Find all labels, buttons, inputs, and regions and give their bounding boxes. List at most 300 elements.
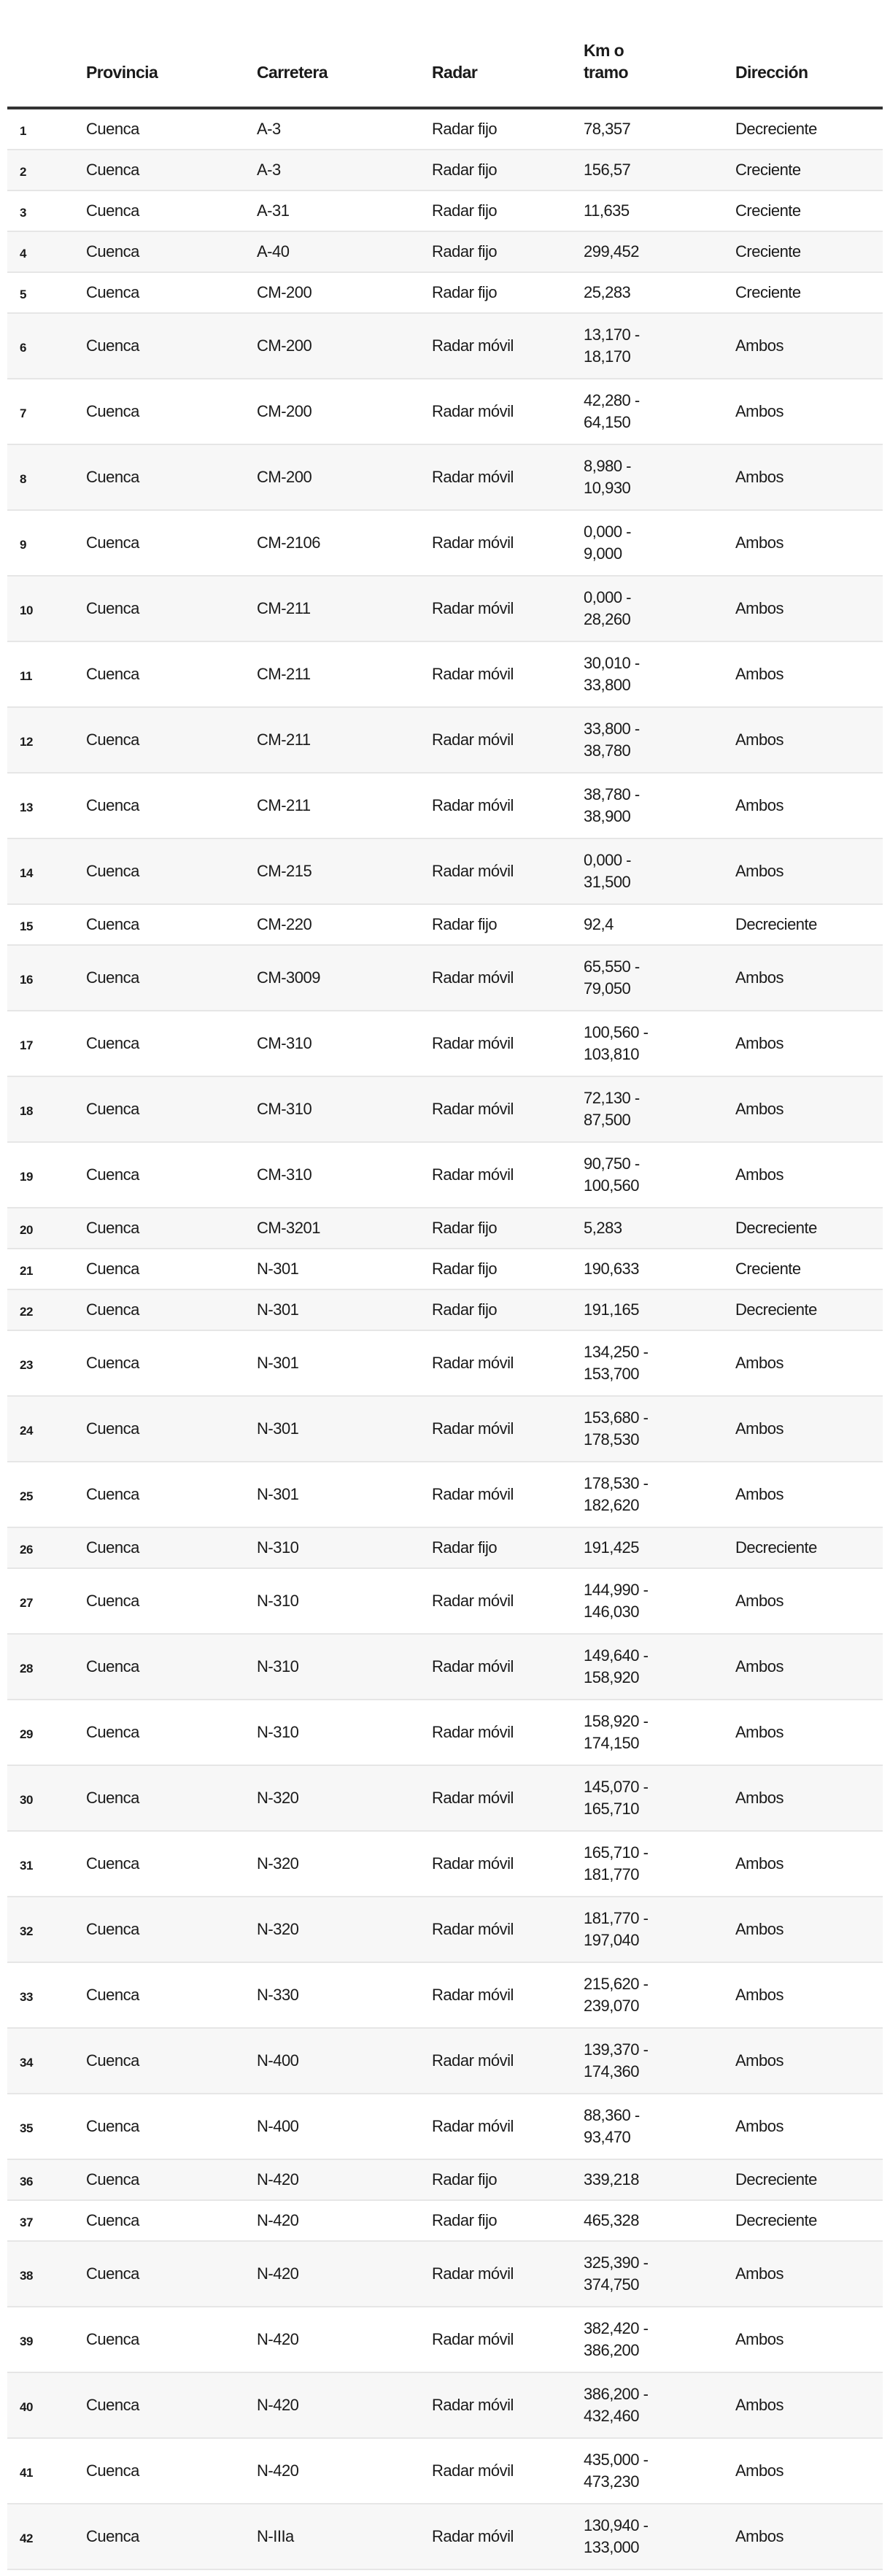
cell-direccion: Ambos xyxy=(735,2117,783,2135)
table-row xyxy=(7,445,883,511)
km-range-end: 174,360 xyxy=(584,2062,640,2081)
cell-radar: Radar fijo xyxy=(432,120,498,138)
cell-direccion: Creciente xyxy=(735,283,801,301)
cell-radar: Radar fijo xyxy=(432,1300,498,1319)
cell-radar: Radar móvil xyxy=(432,533,514,552)
km-range xyxy=(584,1579,648,1623)
km-range-end: 31,500 xyxy=(584,873,631,891)
cell-radar: Radar móvil xyxy=(432,1920,514,1938)
cell-provincia: Cuenca xyxy=(86,2211,139,2229)
row-number: 12 xyxy=(20,735,33,749)
km-range-end: 100,560 xyxy=(584,1176,640,1195)
table-row xyxy=(7,191,883,232)
cell-radar: Radar móvil xyxy=(432,2396,514,2414)
table-row xyxy=(7,774,883,839)
row-number: 31 xyxy=(20,1859,33,1873)
cell-provincia: Cuenca xyxy=(86,1034,139,1052)
cell-km-tramo xyxy=(584,576,631,641)
cell-carretera: N-301 xyxy=(257,1260,299,1278)
cell-direccion: Ambos xyxy=(735,1100,783,1118)
cell-provincia: Cuenca xyxy=(86,2527,139,2545)
cell-carretera: N-420 xyxy=(257,2396,299,2414)
cell-km-tramo xyxy=(584,1635,648,1699)
cell-km-tramo xyxy=(584,946,640,1010)
table-row xyxy=(7,2160,883,2201)
cell-provincia: Cuenca xyxy=(86,1592,139,1610)
cell-radar: Radar móvil xyxy=(432,402,514,420)
cell-km-tramo xyxy=(584,2504,648,2569)
row-number: 42 xyxy=(20,2531,33,2545)
row-number: 35 xyxy=(20,2121,33,2135)
cell-provincia: Cuenca xyxy=(86,1485,139,1503)
cell-provincia: Cuenca xyxy=(86,1723,139,1741)
table-row xyxy=(7,1208,883,1249)
cell-direccion: Creciente xyxy=(735,242,801,261)
row-number: 13 xyxy=(20,801,33,814)
km-range-start: 382,420 - xyxy=(584,2319,649,2337)
km-range xyxy=(584,521,631,565)
cell-provincia: Cuenca xyxy=(86,1300,139,1319)
km-range-end: 87,500 xyxy=(584,1111,631,1129)
row-number: 9 xyxy=(20,538,26,552)
km-range xyxy=(584,324,640,368)
km-range-start: 181,770 - xyxy=(584,1909,649,1927)
cell-km-tramo xyxy=(584,1011,648,1076)
table-body xyxy=(7,109,883,2570)
cell-provincia: Cuenca xyxy=(86,1657,139,1675)
km-range-start: 0,000 - xyxy=(584,851,631,869)
table-row xyxy=(7,1832,883,1897)
cell-km-tramo xyxy=(584,708,640,772)
cell-carretera: N-320 xyxy=(257,1920,299,1938)
km-range-end: 158,920 xyxy=(584,1668,640,1686)
cell-radar: Radar móvil xyxy=(432,1034,514,1052)
cell-carretera: N-320 xyxy=(257,1854,299,1873)
km-range-start: 33,800 - xyxy=(584,720,640,738)
cell-radar: Radar móvil xyxy=(432,665,514,683)
cell-carretera: N-301 xyxy=(257,1485,299,1503)
cell-direccion: Creciente xyxy=(735,1260,801,1278)
row-number: 19 xyxy=(20,1170,33,1184)
km-range-start: 158,920 - xyxy=(584,1712,649,1730)
cell-km-tramo xyxy=(584,445,631,509)
cell-carretera: CM-3201 xyxy=(257,1219,320,1237)
cell-radar: Radar móvil xyxy=(432,1354,514,1372)
cell-carretera: CM-211 xyxy=(257,665,311,683)
cell-carretera: A-3 xyxy=(257,120,281,138)
cell-km-tramo xyxy=(584,1766,648,1830)
cell-radar: Radar fijo xyxy=(432,161,498,179)
km-range-start: 88,360 - xyxy=(584,2106,640,2124)
km-range-end: 165,710 xyxy=(584,1800,640,1818)
cell-direccion: Ambos xyxy=(735,1485,783,1503)
cell-direccion: Creciente xyxy=(735,161,801,179)
table-row xyxy=(7,1011,883,1077)
km-range xyxy=(584,1973,648,2017)
cell-direccion: Ambos xyxy=(735,968,783,987)
table-row xyxy=(7,1143,883,1208)
cell-carretera: N-320 xyxy=(257,1789,299,1807)
row-number: 36 xyxy=(20,2175,33,2189)
cell-provincia: Cuenca xyxy=(86,1854,139,1873)
km-range xyxy=(584,2515,648,2558)
cell-direccion: Ambos xyxy=(735,336,783,355)
km-range xyxy=(584,1645,648,1689)
cell-km-tramo xyxy=(584,1569,648,1633)
km-range-end: 178,530 xyxy=(584,1430,640,1449)
table-row xyxy=(7,839,883,905)
km-range-end: 239,070 xyxy=(584,1997,640,2015)
row-number: 20 xyxy=(20,1223,33,1237)
cell-radar: Radar móvil xyxy=(432,968,514,987)
km-range-start: 65,550 - xyxy=(584,957,640,976)
table-row xyxy=(7,2504,883,2570)
cell-carretera: N-301 xyxy=(257,1419,299,1438)
km-range-end: 38,780 xyxy=(584,741,631,760)
table-row xyxy=(7,1528,883,1569)
row-number: 37 xyxy=(20,2216,33,2229)
km-range-end: 9,000 xyxy=(584,544,622,563)
cell-direccion: Ambos xyxy=(735,402,783,420)
km-range xyxy=(584,784,640,828)
cell-carretera: CM-310 xyxy=(257,1034,312,1052)
cell-provincia: Cuenca xyxy=(86,533,139,552)
cell-km-tramo xyxy=(584,1462,648,1527)
cell-provincia: Cuenca xyxy=(86,1354,139,1372)
row-number: 4 xyxy=(20,247,26,261)
cell-carretera: N-330 xyxy=(257,1986,299,2004)
cell-radar: Radar móvil xyxy=(432,1986,514,2004)
cell-carretera: CM-200 xyxy=(257,402,312,420)
cell-provincia: Cuenca xyxy=(86,1419,139,1438)
table-row xyxy=(7,1635,883,1700)
cell-carretera: CM-211 xyxy=(257,599,311,617)
row-number: 27 xyxy=(20,1596,33,1610)
cell-provincia: Cuenca xyxy=(86,862,139,880)
row-number: 15 xyxy=(20,919,33,933)
km-range-start: 90,750 - xyxy=(584,1154,640,1173)
cell-km-tramo: 5,283 xyxy=(584,1219,622,1237)
cell-provincia: Cuenca xyxy=(86,402,139,420)
km-range xyxy=(584,849,631,893)
radar-table xyxy=(7,0,883,2570)
cell-radar: Radar fijo xyxy=(432,2211,498,2229)
km-range xyxy=(584,1153,640,1197)
cell-direccion: Decreciente xyxy=(735,915,817,933)
km-range xyxy=(584,1908,648,1951)
km-range-end: 182,620 xyxy=(584,1496,640,1514)
table-row xyxy=(7,2094,883,2160)
km-range-start: 0,000 - xyxy=(584,522,631,541)
cell-direccion: Ambos xyxy=(735,1419,783,1438)
row-number: 23 xyxy=(20,1358,33,1372)
cell-direccion: Ambos xyxy=(735,2527,783,2545)
cell-provincia: Cuenca xyxy=(86,120,139,138)
cell-direccion: Ambos xyxy=(735,1657,783,1675)
cell-direccion: Decreciente xyxy=(735,120,817,138)
table-row xyxy=(7,109,883,150)
row-number: 7 xyxy=(20,406,26,420)
km-range-end: 146,030 xyxy=(584,1603,640,1621)
table-row xyxy=(7,905,883,946)
table-row xyxy=(7,2373,883,2439)
cell-provincia: Cuenca xyxy=(86,468,139,486)
cell-provincia: Cuenca xyxy=(86,336,139,355)
row-number: 21 xyxy=(20,1264,33,1278)
row-number: 14 xyxy=(20,866,33,880)
km-range-start: 153,680 - xyxy=(584,1408,649,1427)
cell-carretera: N-420 xyxy=(257,2330,299,2348)
km-range-end: 374,750 xyxy=(584,2275,640,2294)
cell-carretera: N-301 xyxy=(257,1300,299,1319)
table-row xyxy=(7,1897,883,1963)
km-range xyxy=(584,2105,640,2148)
cell-carretera: CM-200 xyxy=(257,468,312,486)
km-range-start: 325,390 - xyxy=(584,2253,649,2272)
cell-carretera: N-310 xyxy=(257,1538,299,1557)
cell-km-tramo xyxy=(584,511,631,575)
table-row xyxy=(7,314,883,379)
row-number: 33 xyxy=(20,1990,33,2004)
row-number: 10 xyxy=(20,603,33,617)
cell-direccion: Ambos xyxy=(735,2264,783,2283)
cell-radar: Radar móvil xyxy=(432,1100,514,1118)
cell-radar: Radar móvil xyxy=(432,599,514,617)
km-range-end: 432,460 xyxy=(584,2407,640,2425)
cell-km-tramo xyxy=(584,1700,648,1765)
table-row xyxy=(7,1331,883,1397)
header-km-line1: Km o xyxy=(584,41,624,60)
table-row xyxy=(7,1569,883,1635)
cell-provincia: Cuenca xyxy=(86,2461,139,2480)
cell-direccion: Ambos xyxy=(735,1723,783,1741)
cell-km-tramo xyxy=(584,2242,648,2306)
cell-carretera: CM-211 xyxy=(257,796,311,814)
cell-direccion: Ambos xyxy=(735,862,783,880)
cell-km-tramo: 92,4 xyxy=(584,915,614,933)
row-number: 22 xyxy=(20,1305,33,1319)
cell-radar: Radar móvil xyxy=(432,2051,514,2070)
table-row xyxy=(7,1077,883,1143)
cell-provincia: Cuenca xyxy=(86,968,139,987)
km-range-start: 165,710 - xyxy=(584,1843,649,1862)
km-range-start: 130,940 - xyxy=(584,2516,649,2534)
cell-direccion: Ambos xyxy=(735,599,783,617)
row-number: 26 xyxy=(20,1543,33,1557)
row-number: 16 xyxy=(20,973,33,987)
km-range xyxy=(584,2252,648,2296)
cell-provincia: Cuenca xyxy=(86,599,139,617)
cell-km-tramo: 25,283 xyxy=(584,283,631,301)
cell-carretera: CM-3009 xyxy=(257,968,320,987)
cell-radar: Radar fijo xyxy=(432,1260,498,1278)
cell-direccion: Ambos xyxy=(735,1354,783,1372)
table-row xyxy=(7,511,883,576)
cell-radar: Radar móvil xyxy=(432,1854,514,1873)
cell-radar: Radar fijo xyxy=(432,2170,498,2189)
cell-carretera: CM-200 xyxy=(257,283,312,301)
header-radar: Radar xyxy=(432,63,478,82)
cell-direccion: Ambos xyxy=(735,533,783,552)
cell-provincia: Cuenca xyxy=(86,242,139,261)
cell-provincia: Cuenca xyxy=(86,2396,139,2414)
cell-direccion: Ambos xyxy=(735,796,783,814)
cell-direccion: Ambos xyxy=(735,1986,783,2004)
cell-direccion: Ambos xyxy=(735,730,783,749)
cell-radar: Radar móvil xyxy=(432,2527,514,2545)
cell-direccion: Decreciente xyxy=(735,2211,817,2229)
table-row xyxy=(7,576,883,642)
cell-direccion: Decreciente xyxy=(735,1300,817,1319)
cell-provincia: Cuenca xyxy=(86,665,139,683)
row-number: 41 xyxy=(20,2466,33,2480)
cell-km-tramo xyxy=(584,2373,648,2437)
cell-km-tramo xyxy=(584,2439,648,2503)
cell-provincia: Cuenca xyxy=(86,161,139,179)
table-row xyxy=(7,1290,883,1331)
km-range xyxy=(584,956,640,1000)
km-range xyxy=(584,1776,648,1820)
cell-radar: Radar móvil xyxy=(432,2264,514,2283)
cell-carretera: N-310 xyxy=(257,1592,299,1610)
row-number: 2 xyxy=(20,165,26,179)
cell-radar: Radar móvil xyxy=(432,862,514,880)
cell-km-tramo xyxy=(584,642,640,706)
cell-direccion: Decreciente xyxy=(735,1219,817,1237)
cell-carretera: N-400 xyxy=(257,2117,299,2135)
km-range-start: 144,990 - xyxy=(584,1581,649,1599)
cell-provincia: Cuenca xyxy=(86,201,139,220)
cell-km-tramo: 156,57 xyxy=(584,161,631,179)
table-row xyxy=(7,2201,883,2242)
cell-km-tramo: 190,633 xyxy=(584,1260,640,1278)
row-number: 29 xyxy=(20,1727,33,1741)
row-number: 38 xyxy=(20,2269,33,2283)
cell-km-tramo: 465,328 xyxy=(584,2211,640,2229)
km-range xyxy=(584,587,631,630)
cell-km-tramo: 339,218 xyxy=(584,2170,640,2189)
km-range xyxy=(584,1842,648,1886)
cell-radar: Radar fijo xyxy=(432,283,498,301)
cell-km-tramo xyxy=(584,379,640,444)
cell-provincia: Cuenca xyxy=(86,1165,139,1184)
cell-direccion: Ambos xyxy=(735,1592,783,1610)
km-range-start: 134,250 - xyxy=(584,1343,649,1361)
row-number: 17 xyxy=(20,1038,33,1052)
cell-radar: Radar fijo xyxy=(432,201,498,220)
cell-provincia: Cuenca xyxy=(86,1986,139,2004)
cell-km-tramo xyxy=(584,1077,640,1141)
cell-carretera: CM-215 xyxy=(257,862,312,880)
table-row xyxy=(7,642,883,708)
row-number: 30 xyxy=(20,1793,33,1807)
cell-provincia: Cuenca xyxy=(86,2051,139,2070)
cell-provincia: Cuenca xyxy=(86,1260,139,1278)
cell-km-tramo xyxy=(584,1897,648,1962)
cell-km-tramo xyxy=(584,2307,648,2372)
cell-radar: Radar móvil xyxy=(432,2330,514,2348)
cell-km-tramo: 78,357 xyxy=(584,120,631,138)
cell-km-tramo xyxy=(584,774,640,838)
km-range-end: 93,470 xyxy=(584,2128,631,2146)
cell-radar: Radar móvil xyxy=(432,336,514,355)
table-row xyxy=(7,232,883,273)
km-range-end: 79,050 xyxy=(584,979,631,998)
cell-radar: Radar móvil xyxy=(432,468,514,486)
table-row xyxy=(7,2029,883,2094)
cell-direccion: Ambos xyxy=(735,1034,783,1052)
km-range-end: 174,150 xyxy=(584,1734,640,1752)
table-row xyxy=(7,1462,883,1528)
km-range xyxy=(584,455,631,499)
km-range xyxy=(584,2383,648,2427)
cell-carretera: N-400 xyxy=(257,2051,299,2070)
km-range-end: 473,230 xyxy=(584,2472,640,2491)
cell-direccion: Ambos xyxy=(735,665,783,683)
cell-direccion: Ambos xyxy=(735,1920,783,1938)
table-row xyxy=(7,1249,883,1290)
row-number: 39 xyxy=(20,2334,33,2348)
km-range-start: 0,000 - xyxy=(584,588,631,606)
cell-carretera: A-40 xyxy=(257,242,290,261)
row-number: 8 xyxy=(20,472,26,486)
cell-km-tramo xyxy=(584,1963,648,2027)
row-number: 18 xyxy=(20,1104,33,1118)
cell-radar: Radar móvil xyxy=(432,1485,514,1503)
cell-direccion: Decreciente xyxy=(735,1538,817,1557)
cell-km-tramo xyxy=(584,1331,648,1395)
km-range-start: 145,070 - xyxy=(584,1778,649,1796)
km-range-end: 133,000 xyxy=(584,2538,640,2556)
km-range xyxy=(584,1087,640,1131)
cell-provincia: Cuenca xyxy=(86,1920,139,1938)
cell-direccion: Ambos xyxy=(735,2396,783,2414)
table-row xyxy=(7,708,883,774)
cell-carretera: N-420 xyxy=(257,2211,299,2229)
cell-radar: Radar móvil xyxy=(432,796,514,814)
table-row xyxy=(7,1397,883,1462)
cell-direccion: Creciente xyxy=(735,201,801,220)
table-row xyxy=(7,2439,883,2504)
cell-km-tramo xyxy=(584,2094,640,2159)
cell-carretera: CM-211 xyxy=(257,730,311,749)
cell-direccion: Ambos xyxy=(735,1854,783,1873)
cell-km-tramo xyxy=(584,1832,648,1896)
table-row xyxy=(7,273,883,314)
header-provincia: Provincia xyxy=(86,63,158,82)
cell-radar: Radar móvil xyxy=(432,1419,514,1438)
cell-provincia: Cuenca xyxy=(86,2170,139,2189)
km-range xyxy=(584,2318,648,2361)
table-header xyxy=(7,0,883,109)
row-number: 32 xyxy=(20,1924,33,1938)
km-range xyxy=(584,1711,648,1754)
km-range xyxy=(584,2449,648,2493)
km-range xyxy=(584,652,640,696)
cell-carretera: A-3 xyxy=(257,161,281,179)
table-row xyxy=(7,379,883,445)
km-range-start: 13,170 - xyxy=(584,325,640,344)
cell-radar: Radar móvil xyxy=(432,1592,514,1610)
header-km-tramo xyxy=(584,39,671,83)
cell-radar: Radar móvil xyxy=(432,2117,514,2135)
km-range-end: 28,260 xyxy=(584,610,631,628)
cell-provincia: Cuenca xyxy=(86,1219,139,1237)
cell-carretera: N-310 xyxy=(257,1723,299,1741)
km-range-end: 38,900 xyxy=(584,807,631,825)
cell-provincia: Cuenca xyxy=(86,2330,139,2348)
header-carretera: Carretera xyxy=(257,63,328,82)
